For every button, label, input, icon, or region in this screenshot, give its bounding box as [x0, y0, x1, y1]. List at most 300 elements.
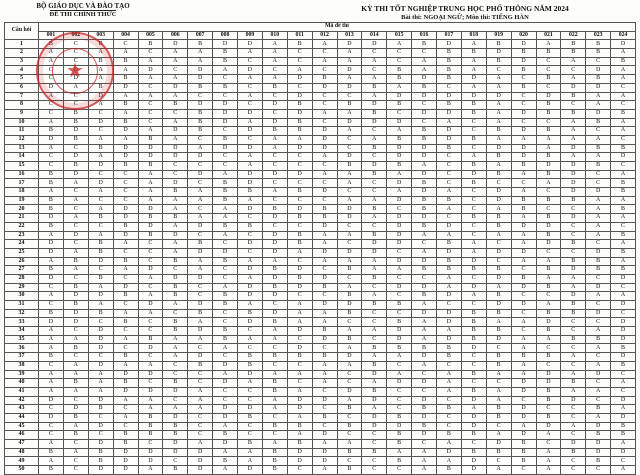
answer-cell: A	[39, 370, 64, 379]
answer-cell: D	[437, 335, 462, 344]
exam-code-cell: 024	[611, 31, 636, 40]
table-row	[5, 240, 636, 249]
answer-cell: B	[188, 118, 213, 127]
answer-cell: A	[412, 57, 437, 66]
exam-code-cell: 003	[88, 31, 113, 40]
answer-cell: D	[262, 118, 287, 127]
answer-cell: A	[262, 40, 287, 49]
answer-cell: B	[611, 344, 636, 353]
answer-cell: D	[536, 222, 561, 231]
answer-cell: D	[561, 179, 586, 188]
question-number: 8	[5, 101, 39, 110]
answer-cell: C	[362, 309, 387, 318]
answer-cell: D	[287, 144, 312, 153]
answer-cell: C	[262, 344, 287, 353]
table-row	[5, 466, 636, 475]
answer-cell: B	[238, 353, 263, 362]
answer-cell: D	[113, 387, 138, 396]
answer-cell: C	[561, 413, 586, 422]
answer-cell: A	[113, 413, 138, 422]
answer-cell: B	[536, 353, 561, 362]
answer-cell: D	[486, 301, 511, 310]
answer-cell: A	[461, 292, 486, 301]
answer-cell: D	[461, 283, 486, 292]
answer-cell: B	[113, 292, 138, 301]
answer-cell: B	[511, 448, 536, 457]
answer-cell: A	[188, 144, 213, 153]
answer-cell: C	[312, 162, 337, 171]
answer-cell: D	[511, 283, 536, 292]
answer-cell: A	[312, 257, 337, 266]
answer-cell: B	[486, 353, 511, 362]
answer-cell: A	[611, 257, 636, 266]
answer-cell: D	[63, 75, 88, 84]
answer-cell: C	[188, 379, 213, 388]
answer-cell: B	[138, 431, 163, 440]
answer-cell: C	[238, 231, 263, 240]
answer-cell: A	[561, 283, 586, 292]
answer-cell: B	[412, 179, 437, 188]
answer-cell: A	[561, 370, 586, 379]
answer-cell: D	[312, 144, 337, 153]
answer-cell: A	[461, 40, 486, 49]
answer-cell: A	[213, 466, 238, 475]
answer-cell: A	[387, 83, 412, 92]
question-number: 31	[5, 301, 39, 310]
answer-cell: D	[238, 170, 263, 179]
answer-cell: A	[262, 75, 287, 84]
answer-cell: A	[163, 75, 188, 84]
answer-cell: D	[461, 457, 486, 466]
answer-cell: C	[262, 153, 287, 162]
answer-cell: B	[113, 101, 138, 110]
answer-cell: D	[362, 422, 387, 431]
answer-cell: C	[586, 301, 611, 310]
answer-cell: A	[536, 257, 561, 266]
exam-code-cell: 004	[113, 31, 138, 40]
answer-cell: C	[536, 292, 561, 301]
answer-cell: D	[561, 162, 586, 171]
answer-cell: B	[586, 431, 611, 440]
answer-cell: C	[213, 127, 238, 136]
answer-cell: C	[611, 309, 636, 318]
answer-cell: C	[213, 274, 238, 283]
answer-cell: A	[362, 214, 387, 223]
answer-cell: D	[188, 301, 213, 310]
question-number: 9	[5, 109, 39, 118]
answer-cell: D	[511, 127, 536, 136]
answer-cell: D	[337, 387, 362, 396]
answer-cell: A	[262, 49, 287, 58]
answer-cell: C	[287, 292, 312, 301]
answer-cell: A	[188, 49, 213, 58]
answer-cell: C	[238, 396, 263, 405]
table-row	[5, 335, 636, 344]
exam-code-cell: 017	[437, 31, 462, 40]
answer-cell: A	[262, 135, 287, 144]
answer-cell: B	[387, 75, 412, 84]
answer-cell: C	[213, 318, 238, 327]
answer-cell: D	[387, 327, 412, 336]
answer-cell: A	[511, 370, 536, 379]
answer-cell: A	[238, 379, 263, 388]
answer-cell: A	[337, 127, 362, 136]
answer-cell: D	[337, 40, 362, 49]
answer-cell: D	[611, 413, 636, 422]
issuing-authority	[8, 2, 158, 19]
answer-cell: B	[213, 222, 238, 231]
answer-cell: D	[412, 214, 437, 223]
answer-cell: D	[63, 66, 88, 75]
answer-cell: C	[536, 248, 561, 257]
answer-cell: A	[362, 292, 387, 301]
answer-cell: D	[88, 396, 113, 405]
answer-cell: B	[561, 257, 586, 266]
answer-cell: C	[188, 292, 213, 301]
table-row	[5, 101, 636, 110]
answer-cell: A	[39, 379, 64, 388]
answer-cell: B	[536, 387, 561, 396]
answer-cell: B	[536, 196, 561, 205]
answer-cell: D	[412, 75, 437, 84]
answer-cell: B	[586, 457, 611, 466]
answer-cell: D	[511, 431, 536, 440]
answer-cell: B	[561, 335, 586, 344]
answer-cell: D	[213, 109, 238, 118]
answer-cell: A	[486, 387, 511, 396]
answer-cell: B	[586, 405, 611, 414]
answer-cell: D	[262, 292, 287, 301]
answer-cell: C	[39, 301, 64, 310]
answer-cell: A	[586, 135, 611, 144]
answer-cell: B	[39, 179, 64, 188]
answer-cell: B	[387, 162, 412, 171]
answer-cell: D	[511, 301, 536, 310]
answer-cell: A	[63, 361, 88, 370]
answer-cell: C	[63, 40, 88, 49]
answer-cell: D	[113, 283, 138, 292]
answer-cell: D	[486, 49, 511, 58]
answer-cell: A	[412, 361, 437, 370]
answer-cell: C	[486, 344, 511, 353]
answer-cell: A	[486, 318, 511, 327]
answer-cell: C	[138, 109, 163, 118]
answer-cell: C	[113, 170, 138, 179]
ministry-name: BỘ GIÁO DỤC VÀ ĐÀO TẠO	[36, 2, 130, 10]
answer-cell: C	[561, 318, 586, 327]
question-number: 12	[5, 135, 39, 144]
table-row	[5, 457, 636, 466]
answer-cell: A	[262, 188, 287, 197]
answer-cell: C	[536, 344, 561, 353]
question-number: 30	[5, 292, 39, 301]
answer-cell: C	[611, 387, 636, 396]
answer-cell: C	[412, 118, 437, 127]
answer-cell: B	[437, 257, 462, 266]
answer-cell: C	[138, 248, 163, 257]
answer-cell: D	[486, 440, 511, 449]
answer-cell: B	[387, 135, 412, 144]
answer-cell: C	[561, 431, 586, 440]
answer-cell: C	[611, 135, 636, 144]
answer-cell: C	[188, 135, 213, 144]
answer-cell: C	[312, 196, 337, 205]
answer-cell: B	[113, 440, 138, 449]
answer-cell: A	[113, 396, 138, 405]
answer-cell: B	[213, 457, 238, 466]
answer-cell: C	[262, 179, 287, 188]
answer-cell: B	[387, 431, 412, 440]
answer-cell: A	[412, 162, 437, 171]
answer-cell: B	[461, 162, 486, 171]
answer-cell: A	[262, 327, 287, 336]
answer-cell: A	[39, 257, 64, 266]
answer-cell: D	[586, 66, 611, 75]
answer-cell: A	[586, 292, 611, 301]
table-row	[5, 179, 636, 188]
answer-cell: B	[287, 353, 312, 362]
answer-cell: B	[287, 118, 312, 127]
answer-cell: A	[163, 118, 188, 127]
answer-cell: A	[213, 283, 238, 292]
answer-cell: D	[511, 153, 536, 162]
answer-cell: A	[437, 283, 462, 292]
answer-cell: C	[362, 466, 387, 475]
answer-cell: B	[163, 257, 188, 266]
answer-cell: D	[387, 257, 412, 266]
answer-cell: C	[39, 153, 64, 162]
answer-cell: C	[39, 66, 64, 75]
answer-cell: C	[362, 179, 387, 188]
answer-cell: B	[163, 292, 188, 301]
answer-cell: B	[536, 153, 561, 162]
answer-cell: C	[113, 40, 138, 49]
answer-cell: D	[238, 466, 263, 475]
answer-cell: D	[63, 309, 88, 318]
answer-cell: A	[511, 318, 536, 327]
answer-cell: C	[561, 231, 586, 240]
answer-cell: A	[163, 335, 188, 344]
answer-cell: B	[412, 266, 437, 275]
answer-cell: B	[188, 127, 213, 136]
answer-cell: C	[387, 49, 412, 58]
answer-cell: A	[337, 49, 362, 58]
answer-cell: B	[213, 431, 238, 440]
answer-cell: D	[138, 153, 163, 162]
question-number: 50	[5, 466, 39, 475]
answer-cell: D	[461, 422, 486, 431]
answer-cell: D	[387, 214, 412, 223]
answer-cell: B	[287, 231, 312, 240]
answer-cell: C	[287, 196, 312, 205]
answer-cell: A	[536, 457, 561, 466]
answer-cell: C	[536, 66, 561, 75]
answer-cell: A	[113, 240, 138, 249]
answer-cell: D	[39, 413, 64, 422]
answer-cell: C	[39, 422, 64, 431]
answer-cell: B	[586, 266, 611, 275]
answer-cell: C	[63, 457, 88, 466]
answer-cell: C	[262, 109, 287, 118]
answer-cell: D	[412, 188, 437, 197]
answer-cell: C	[88, 222, 113, 231]
answer-cell: D	[262, 240, 287, 249]
answer-cell: D	[511, 248, 536, 257]
answer-cell: A	[238, 92, 263, 101]
answer-cell: A	[561, 118, 586, 127]
answer-cell: C	[461, 353, 486, 362]
answer-cell: D	[511, 40, 536, 49]
answer-cell: A	[163, 92, 188, 101]
answer-cell: A	[536, 179, 561, 188]
answer-cell: A	[536, 301, 561, 310]
answer-cell: B	[262, 379, 287, 388]
answer-cell: C	[536, 440, 561, 449]
answer-cell: D	[387, 240, 412, 249]
answer-cell: A	[337, 57, 362, 66]
answer-cell: C	[461, 205, 486, 214]
question-number: 24	[5, 240, 39, 249]
answer-cell: C	[387, 361, 412, 370]
question-number: 2	[5, 49, 39, 58]
answer-cell: C	[287, 335, 312, 344]
answer-cell: C	[437, 153, 462, 162]
answer-cell: B	[88, 57, 113, 66]
answer-cell: B	[511, 49, 536, 58]
answer-cell: C	[511, 396, 536, 405]
answer-cell: C	[511, 75, 536, 84]
answer-cell: B	[437, 405, 462, 414]
answer-cell: D	[138, 457, 163, 466]
answer-cell: C	[287, 379, 312, 388]
answer-cell: A	[536, 144, 561, 153]
answer-cell: C	[188, 344, 213, 353]
answer-cell: B	[63, 344, 88, 353]
answer-cell: A	[238, 118, 263, 127]
answer-cell: B	[486, 40, 511, 49]
answer-cell: A	[387, 170, 412, 179]
answer-cell: A	[561, 387, 586, 396]
answer-cell: D	[337, 214, 362, 223]
answer-table	[4, 22, 636, 475]
answer-cell: C	[63, 353, 88, 362]
answer-cell: C	[561, 327, 586, 336]
answer-cell: A	[586, 387, 611, 396]
answer-cell: B	[163, 422, 188, 431]
answer-cell: A	[163, 57, 188, 66]
answer-cell: D	[412, 257, 437, 266]
answer-cell: A	[287, 301, 312, 310]
exam-code-header: Mã đề thi	[39, 23, 636, 32]
answer-cell: D	[561, 214, 586, 223]
answer-cell: D	[337, 118, 362, 127]
answer-cell: C	[262, 431, 287, 440]
answer-cell: B	[561, 49, 586, 58]
answer-cell: C	[238, 344, 263, 353]
answer-cell: B	[113, 379, 138, 388]
answer-cell: D	[511, 405, 536, 414]
answer-cell: B	[611, 231, 636, 240]
answer-cell: D	[287, 109, 312, 118]
answer-cell: A	[486, 101, 511, 110]
answer-cell: C	[461, 222, 486, 231]
exam-code-cell: 016	[412, 31, 437, 40]
answer-cell: C	[63, 440, 88, 449]
answer-cell: A	[163, 222, 188, 231]
answer-cell: A	[337, 396, 362, 405]
answer-cell: D	[611, 301, 636, 310]
answer-cell: C	[461, 361, 486, 370]
answer-cell: A	[138, 361, 163, 370]
answer-cell: D	[262, 214, 287, 223]
answer-cell: C	[138, 240, 163, 249]
answer-cell: C	[138, 327, 163, 336]
answer-cell: B	[586, 162, 611, 171]
answer-cell: A	[337, 75, 362, 84]
answer-cell: B	[138, 413, 163, 422]
answer-cell: B	[287, 214, 312, 223]
answer-cell: A	[586, 205, 611, 214]
table-row	[5, 396, 636, 405]
answer-cell: C	[586, 274, 611, 283]
answer-cell: A	[238, 257, 263, 266]
answer-cell: B	[213, 196, 238, 205]
answer-cell: D	[39, 240, 64, 249]
question-number: 27	[5, 266, 39, 275]
answer-cell: A	[337, 327, 362, 336]
answer-cell: B	[412, 83, 437, 92]
answer-cell: C	[287, 466, 312, 475]
answer-cell: B	[188, 361, 213, 370]
answer-cell: B	[362, 109, 387, 118]
answer-cell: D	[586, 109, 611, 118]
question-number: 15	[5, 162, 39, 171]
answer-cell: A	[536, 466, 561, 475]
answer-cell: C	[461, 274, 486, 283]
answer-cell: B	[437, 344, 462, 353]
answer-cell: D	[362, 370, 387, 379]
answer-cell: A	[461, 248, 486, 257]
question-number: 25	[5, 248, 39, 257]
answer-cell: D	[238, 266, 263, 275]
answer-cell: D	[163, 231, 188, 240]
answer-cell: D	[287, 405, 312, 414]
answer-cell: C	[287, 257, 312, 266]
answer-cell: C	[188, 283, 213, 292]
answer-cell: A	[163, 49, 188, 58]
answer-cell: A	[287, 248, 312, 257]
answer-cell: B	[486, 266, 511, 275]
table-row	[5, 222, 636, 231]
answer-cell: B	[486, 361, 511, 370]
answer-cell: A	[437, 118, 462, 127]
exam-code-cell: 015	[387, 31, 412, 40]
answer-cell: D	[387, 118, 412, 127]
answer-cell: B	[412, 196, 437, 205]
answer-cell: D	[536, 422, 561, 431]
answer-cell: D	[511, 413, 536, 422]
answer-cell: C	[113, 248, 138, 257]
answer-cell: B	[39, 196, 64, 205]
answer-cell: B	[213, 257, 238, 266]
answer-cell: A	[88, 66, 113, 75]
answer-cell: A	[561, 127, 586, 136]
answer-cell: B	[262, 318, 287, 327]
answer-cell: B	[362, 231, 387, 240]
answer-cell: B	[138, 214, 163, 223]
answer-cell: B	[362, 83, 387, 92]
answer-cell: C	[312, 118, 337, 127]
